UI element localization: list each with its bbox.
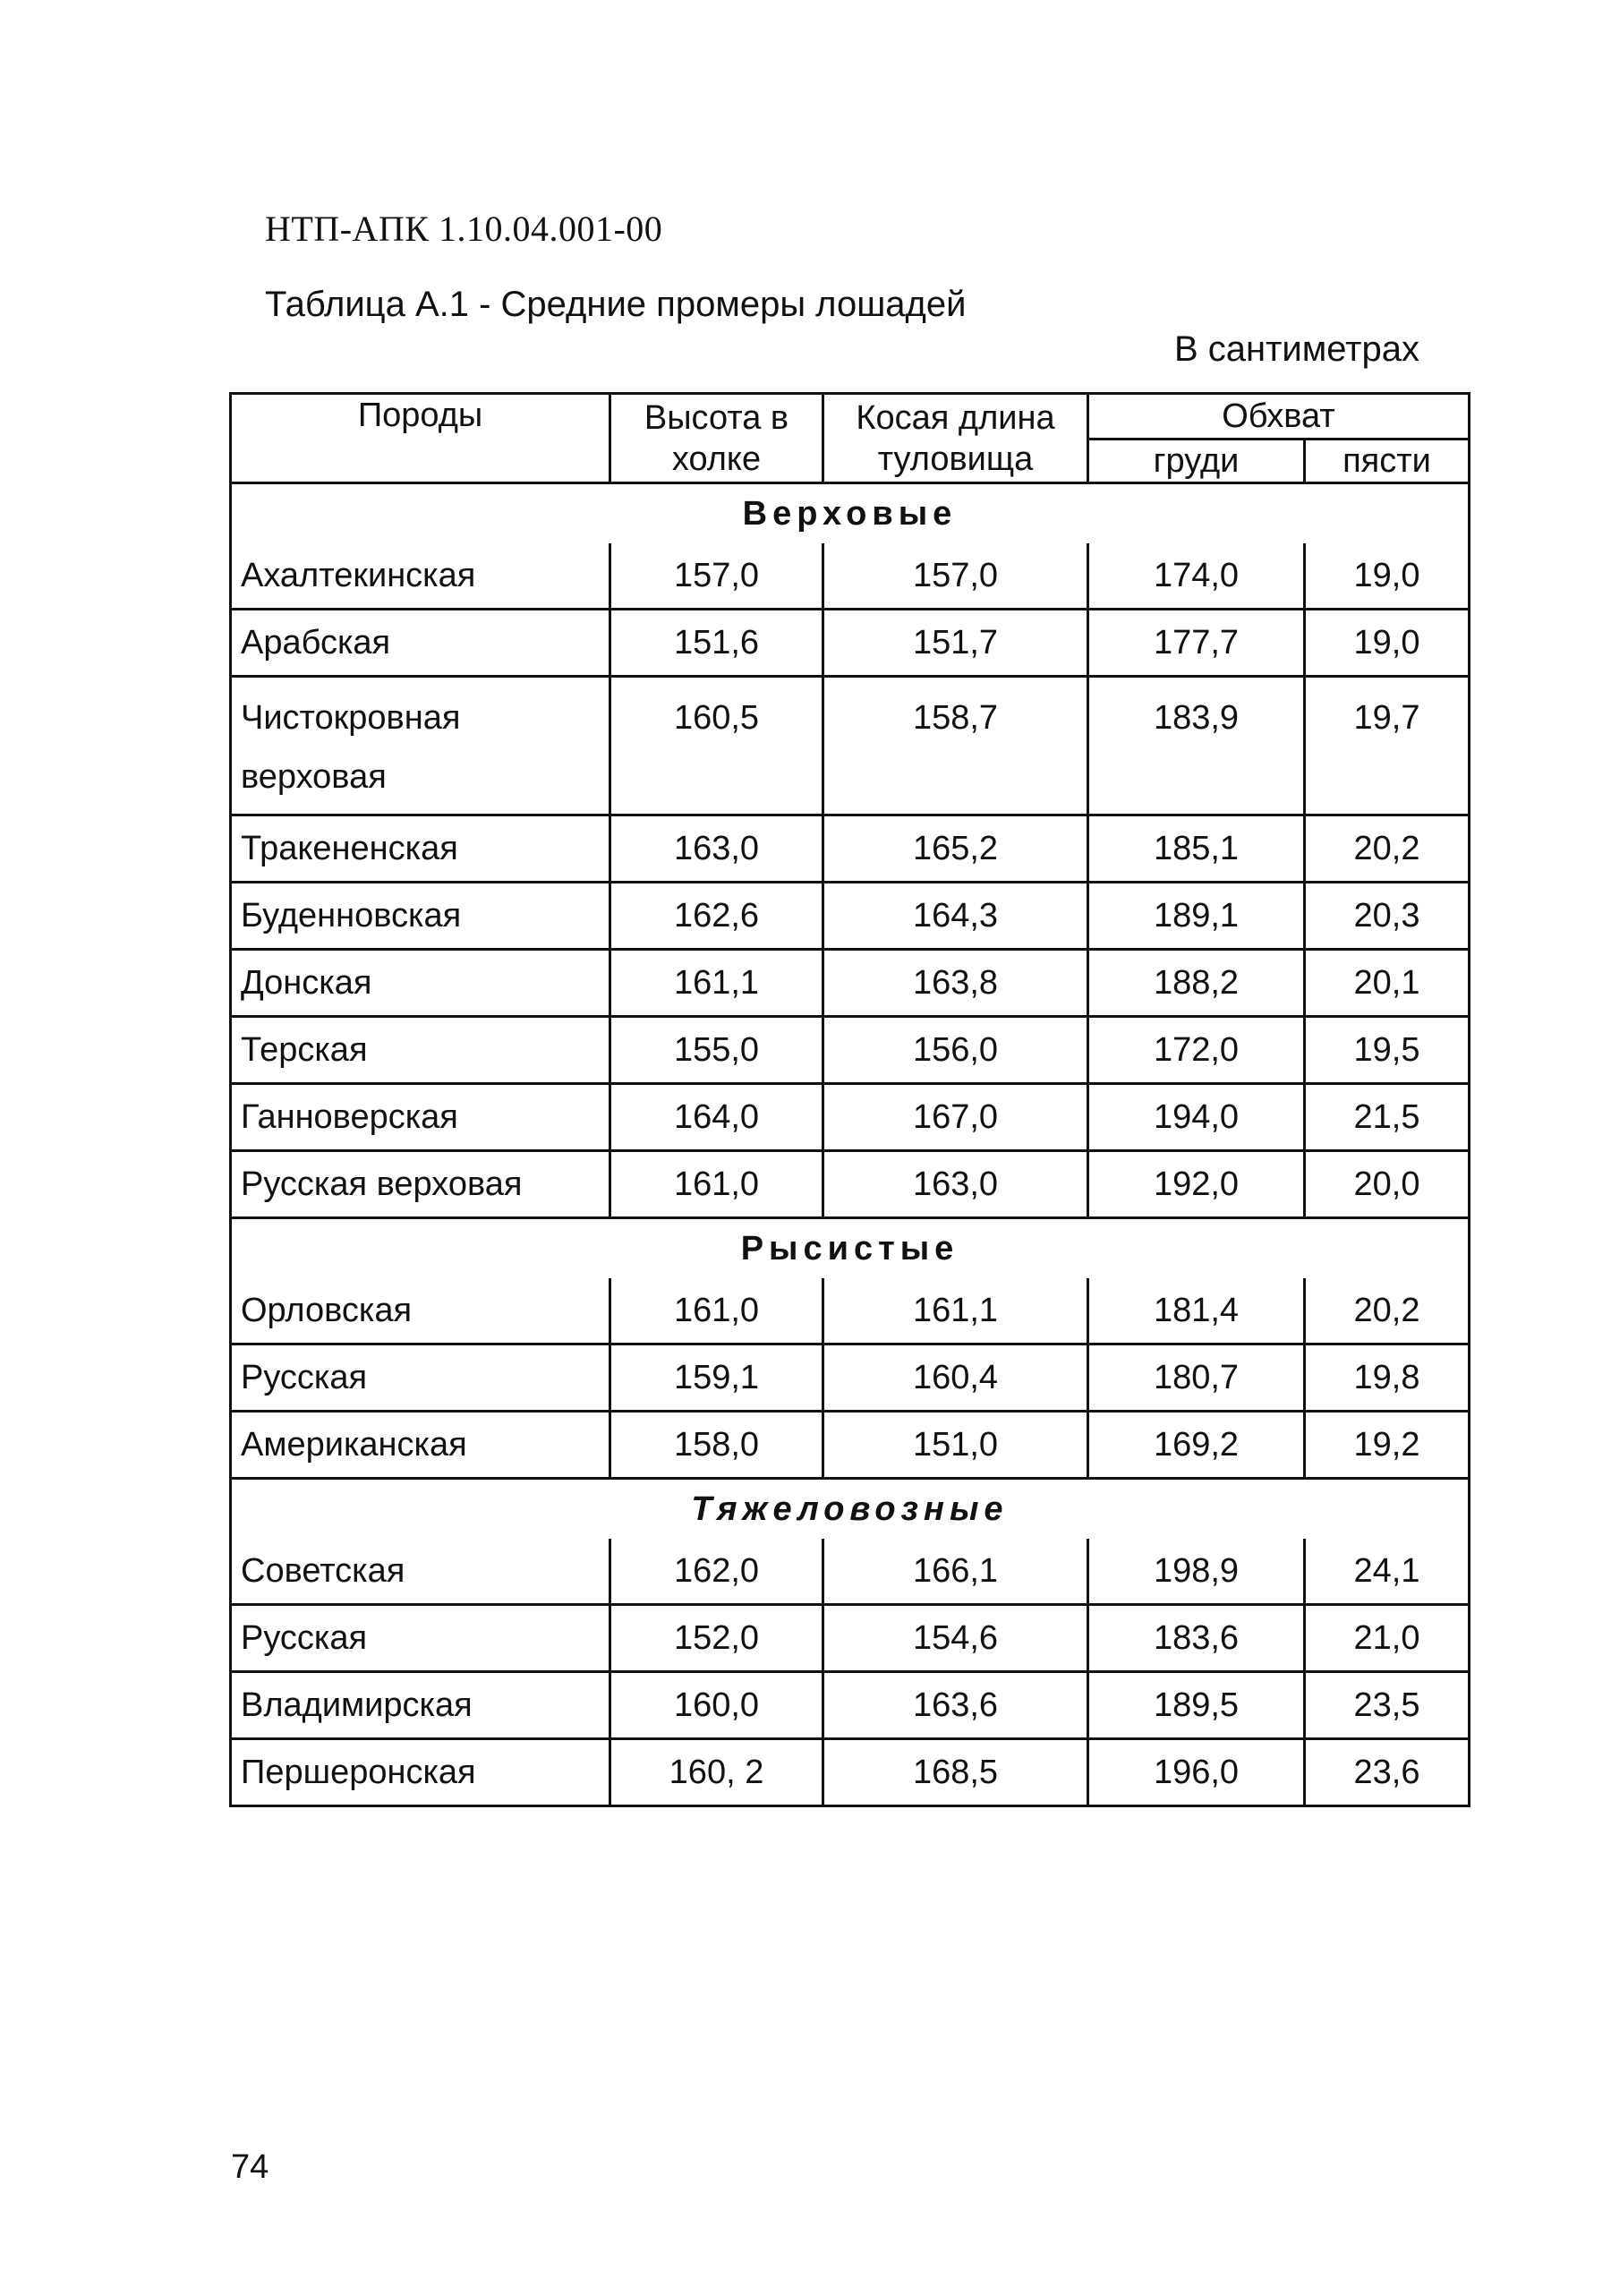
length-cell: 151,0 bbox=[823, 1412, 1088, 1479]
table-row bbox=[231, 543, 1470, 610]
chest-cell: 194,0 bbox=[1088, 1084, 1305, 1151]
measurements-table bbox=[229, 392, 1470, 1807]
chest-cell: 185,1 bbox=[1088, 815, 1305, 883]
group-name: Рысистые bbox=[231, 1218, 1470, 1279]
chest-cell: 183,6 bbox=[1088, 1605, 1305, 1672]
breed-cell: Ахалтекинская bbox=[231, 543, 610, 610]
col-chest-header: груди bbox=[1088, 440, 1305, 483]
cannon-cell: 20,2 bbox=[1305, 1278, 1470, 1344]
length-cell: 165,2 bbox=[823, 815, 1088, 883]
table-row bbox=[231, 1672, 1470, 1739]
cannon-cell: 20,3 bbox=[1305, 883, 1470, 950]
height-cell: 162,6 bbox=[610, 883, 823, 950]
breed-cell: Советская bbox=[231, 1539, 610, 1605]
col-height-header: Высота в холке bbox=[610, 394, 823, 483]
length-cell: 158,7 bbox=[823, 677, 1088, 815]
table-header bbox=[231, 394, 1470, 483]
breed-cell: Ганноверская bbox=[231, 1084, 610, 1151]
chest-cell: 181,4 bbox=[1088, 1278, 1305, 1344]
height-cell: 164,0 bbox=[610, 1084, 823, 1151]
cannon-cell: 24,1 bbox=[1305, 1539, 1470, 1605]
col-girth-header: Обхват bbox=[1088, 394, 1470, 440]
table-row bbox=[231, 1151, 1470, 1218]
table-row bbox=[231, 610, 1470, 677]
height-cell: 158,0 bbox=[610, 1412, 823, 1479]
height-cell: 163,0 bbox=[610, 815, 823, 883]
chest-cell: 174,0 bbox=[1088, 543, 1305, 610]
breed-cell: Тракененская bbox=[231, 815, 610, 883]
table-row bbox=[231, 1539, 1470, 1605]
group-header-row bbox=[231, 1218, 1470, 1279]
length-cell: 156,0 bbox=[823, 1017, 1088, 1084]
chest-cell: 188,2 bbox=[1088, 950, 1305, 1017]
height-cell: 161,0 bbox=[610, 1151, 823, 1218]
table-row bbox=[231, 883, 1470, 950]
chest-cell: 177,7 bbox=[1088, 610, 1305, 677]
chest-cell: 189,5 bbox=[1088, 1672, 1305, 1739]
breed-cell: Американская bbox=[231, 1412, 610, 1479]
cannon-cell: 21,0 bbox=[1305, 1605, 1470, 1672]
height-cell: 159,1 bbox=[610, 1344, 823, 1412]
cannon-cell: 23,6 bbox=[1305, 1739, 1470, 1806]
cannon-cell: 19,5 bbox=[1305, 1017, 1470, 1084]
height-cell: 151,6 bbox=[610, 610, 823, 677]
height-cell: 160,5 bbox=[610, 677, 823, 815]
length-cell: 151,7 bbox=[823, 610, 1088, 677]
cannon-cell: 19,0 bbox=[1305, 543, 1470, 610]
table-row bbox=[231, 1017, 1470, 1084]
chest-cell: 198,9 bbox=[1088, 1539, 1305, 1605]
group-name: Тяжеловозные bbox=[231, 1479, 1470, 1540]
breed-cell: Русская верховая bbox=[231, 1151, 610, 1218]
length-cell: 167,0 bbox=[823, 1084, 1088, 1151]
length-cell: 157,0 bbox=[823, 543, 1088, 610]
chest-cell: 196,0 bbox=[1088, 1739, 1305, 1806]
col-cannon-header: пясти bbox=[1305, 440, 1470, 483]
table-row bbox=[231, 1412, 1470, 1479]
breed-cell: Русская bbox=[231, 1344, 610, 1412]
units-label: В сантиметрах bbox=[1173, 329, 1419, 369]
length-cell: 163,8 bbox=[823, 950, 1088, 1017]
cannon-cell: 19,0 bbox=[1305, 610, 1470, 677]
table-row bbox=[231, 1605, 1470, 1672]
cannon-cell: 19,8 bbox=[1305, 1344, 1470, 1412]
page-number: 74 bbox=[231, 2148, 269, 2186]
breed-cell: Першеронская bbox=[231, 1739, 610, 1806]
group-name: Верховые bbox=[231, 483, 1470, 544]
height-cell: 160,0 bbox=[610, 1672, 823, 1739]
height-cell: 161,1 bbox=[610, 950, 823, 1017]
cannon-cell: 20,1 bbox=[1305, 950, 1470, 1017]
breed-name-text: Чистокровная верховая bbox=[241, 699, 461, 796]
breed-cell: Орловская bbox=[231, 1278, 610, 1344]
chest-cell: 183,9 bbox=[1088, 677, 1305, 815]
group-header-row bbox=[231, 1479, 1470, 1540]
document-code: НТП-АПК 1.10.04.001-00 bbox=[265, 209, 663, 249]
length-cell: 163,0 bbox=[823, 1151, 1088, 1218]
length-cell: 160,4 bbox=[823, 1344, 1088, 1412]
height-cell: 162,0 bbox=[610, 1539, 823, 1605]
group-header-row bbox=[231, 483, 1470, 544]
cannon-cell: 23,5 bbox=[1305, 1672, 1470, 1739]
chest-cell: 189,1 bbox=[1088, 883, 1305, 950]
table-title: Таблица А.1 - Средние промеры лошадей bbox=[265, 285, 967, 324]
chest-cell: 169,2 bbox=[1088, 1412, 1305, 1479]
length-cell: 166,1 bbox=[823, 1539, 1088, 1605]
table-row bbox=[231, 1084, 1470, 1151]
table-row bbox=[231, 815, 1470, 883]
breed-cell: Русская bbox=[231, 1605, 610, 1672]
height-cell: 160, 2 bbox=[610, 1739, 823, 1806]
breed-cell: Терская bbox=[231, 1017, 610, 1084]
cannon-cell: 20,2 bbox=[1305, 815, 1470, 883]
height-cell: 152,0 bbox=[610, 1605, 823, 1672]
cannon-cell: 19,2 bbox=[1305, 1412, 1470, 1479]
cannon-cell: 20,0 bbox=[1305, 1151, 1470, 1218]
length-cell: 164,3 bbox=[823, 883, 1088, 950]
header-row-top bbox=[231, 394, 1470, 440]
breed-cell: Донская bbox=[231, 950, 610, 1017]
length-cell: 154,6 bbox=[823, 1605, 1088, 1672]
length-cell: 161,1 bbox=[823, 1278, 1088, 1344]
breed-cell bbox=[231, 677, 610, 815]
breed-cell: Арабская bbox=[231, 610, 610, 677]
chest-cell: 192,0 bbox=[1088, 1151, 1305, 1218]
table-row bbox=[231, 950, 1470, 1017]
cannon-cell: 19,7 bbox=[1305, 677, 1470, 815]
table-body bbox=[231, 483, 1470, 1806]
cannon-cell: 21,5 bbox=[1305, 1084, 1470, 1151]
table-row bbox=[231, 1739, 1470, 1806]
col-length-header: Косая длина туловища bbox=[823, 394, 1088, 483]
chest-cell: 172,0 bbox=[1088, 1017, 1305, 1084]
breed-cell: Буденновская bbox=[231, 883, 610, 950]
table-row bbox=[231, 1278, 1470, 1344]
length-cell: 168,5 bbox=[823, 1739, 1088, 1806]
chest-cell: 180,7 bbox=[1088, 1344, 1305, 1412]
height-cell: 157,0 bbox=[610, 543, 823, 610]
breed-cell: Владимирская bbox=[231, 1672, 610, 1739]
table-row bbox=[231, 1344, 1470, 1412]
height-cell: 155,0 bbox=[610, 1017, 823, 1084]
height-cell: 161,0 bbox=[610, 1278, 823, 1344]
col-breed-header: Породы bbox=[231, 394, 610, 483]
table-row bbox=[231, 677, 1470, 815]
length-cell: 163,6 bbox=[823, 1672, 1088, 1739]
